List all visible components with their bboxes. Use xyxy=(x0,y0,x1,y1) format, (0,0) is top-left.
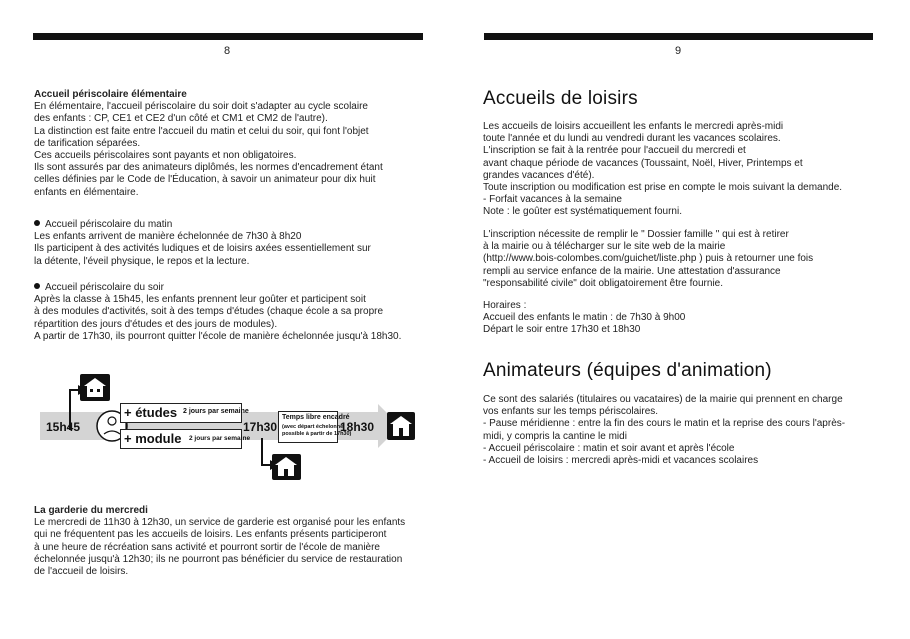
section-title: La garderie du mercredi xyxy=(34,505,148,516)
text-line: L'inscription se fait à la rentrée pour l'accueil du mercredi et xyxy=(483,145,746,157)
time-1730: 17h30 xyxy=(243,420,278,434)
text-line: Ces accueils périscolaires sont payants et non obligatoires. xyxy=(34,150,297,162)
header-bar xyxy=(33,33,423,40)
bullet-matin xyxy=(34,219,434,268)
text-line: répartition des jours d'études et des jours de modules). xyxy=(34,318,278,330)
section-garderie xyxy=(34,505,434,578)
free-time-box xyxy=(278,411,352,443)
animateurs-paragraph xyxy=(483,394,888,467)
text-line: Ils sont assurés par des animateurs diplômés, les normes d'encadrement étant xyxy=(34,162,383,174)
etudes-box xyxy=(120,403,249,423)
text-line: la détente, l'éveil physique, le repos et la lecture. xyxy=(34,255,250,267)
text-line: Les enfants arrivent de manière échelonnée de 7h30 à 8h20 xyxy=(34,231,302,243)
text-line: "responsabilité civile" doit obligatoirement être fournie. xyxy=(483,277,724,289)
right-page xyxy=(455,0,910,639)
etudes-sub: 2 jours par semaine xyxy=(183,408,249,415)
bullet-soir xyxy=(34,282,434,343)
text-line: - Accueil de loisirs : mercredi après-midi et vacances scolaires xyxy=(483,455,759,467)
text-line: - Accueil périscolaire : matin et soir avant et après l'école xyxy=(483,442,735,454)
text-line: qui ne fréquentent pas les accueils de loisirs. Les enfants présents participeront xyxy=(34,529,387,541)
text-line: (http://www.bois-colombes.com/guichet/liste.php ) puis à retourner une fois xyxy=(483,253,814,265)
free-sub-2: possible à partir de 17h30) xyxy=(282,431,352,437)
heading-animateurs: Animateurs (équipes d'animation) xyxy=(483,360,772,381)
loisirs-paragraph-1 xyxy=(483,121,888,219)
horaires-paragraph xyxy=(483,300,888,337)
free-sub-1: (avec départ échelonné xyxy=(282,424,344,430)
paragraph xyxy=(34,101,434,199)
free-title: Temps libre encadré xyxy=(282,414,350,421)
text-line: Note : le goûter est systématiquement fourni. xyxy=(483,206,682,218)
page-number: 9 xyxy=(675,45,682,57)
text-line: grandes vacances d'été). xyxy=(483,169,595,181)
text-line: toute l'année et du lundi au vendredi durant les vacances scolaires. xyxy=(483,133,781,145)
etudes-label: + études xyxy=(124,405,178,420)
heading-accueils-loisirs: Accueils de loisirs xyxy=(483,88,638,109)
text-line: celles définies par le Code de l'Éducation, à savoir un animateur pour dix huit xyxy=(34,174,376,186)
module-sub: 2 jours par semaine xyxy=(189,435,251,442)
paragraph xyxy=(34,517,434,578)
text-line: enfants en élémentaire. xyxy=(34,186,139,198)
section-title: Accueil périscolaire élémentaire xyxy=(34,89,187,100)
text-line: à des modules d'activités, soit à des temps d'études (chaque école a sa propre xyxy=(34,306,384,318)
text-line: Ce sont des salariés (titulaires ou vacataires) de la mairie qui prennent en charge xyxy=(483,394,843,405)
text-line: de l'accueil de loisirs. xyxy=(34,566,129,578)
text-line: Les accueils de loisirs accueillent les enfants le mercredi après-midi xyxy=(483,121,784,132)
text-line: rempli au service enfance de la mairie. Une attestation d'assurance xyxy=(483,265,781,277)
text-line: Le mercredi de 11h30 à 12h30, un service de garderie est organisé pour les enfants xyxy=(34,517,406,529)
text-line: L'inscription nécessite de remplir le " Dossier famille " qui est à retirer xyxy=(483,229,789,240)
paragraph xyxy=(34,294,434,343)
text-line: Accueil des enfants le matin : de 7h30 à 9h00 xyxy=(483,312,686,324)
text-line: Ils participent à des activités ludiques et de loisirs axées essentiellement sur xyxy=(34,243,371,255)
text-line: midi, y compris la cantine le midi xyxy=(483,430,627,442)
text-line: avant chaque période de vacances (Toussaint, Noël, Hiver, Printemps et xyxy=(483,157,803,169)
paragraph xyxy=(34,231,434,268)
text-line: A partir de 17h30, ils pourront quitter l'école de manière échelonnée jusqu'à 18h30. xyxy=(34,330,402,342)
bullet-title: Accueil périscolaire du soir xyxy=(34,282,434,294)
text-line: Après la classe à 15h45, les enfants prennent leur goûter et participent soit xyxy=(34,294,366,306)
section-periscolaire xyxy=(34,89,434,199)
text-line: Horaires : xyxy=(483,300,527,311)
text-line: - Pause méridienne : entre la fin des cours le matin et la reprise des cours l'après- xyxy=(483,418,846,430)
time-1545: 15h45 xyxy=(46,420,81,434)
text-line: à une heure de récréation sans activité et pourront sortir de l'école de manière xyxy=(34,541,380,553)
text-line: à la mairie ou à télécharger sur le site web de la mairie xyxy=(483,241,726,253)
header-bar xyxy=(484,33,873,40)
timeline-diagram xyxy=(40,370,430,495)
text-line: de tarification séparées. xyxy=(34,137,141,149)
text-line: - Forfait vacances à la semaine xyxy=(483,194,622,206)
text-line: Toute inscription ou modification est prise en compte le mois suivant la demande. xyxy=(483,182,843,194)
module-box xyxy=(120,429,251,449)
bullet-title: Accueil périscolaire du matin xyxy=(34,219,434,231)
time-1830: 18h30 xyxy=(340,420,375,434)
text-line: vos enfants sur les temps périscolaires. xyxy=(483,406,659,418)
loisirs-paragraph-2 xyxy=(483,229,888,290)
text-line: En élémentaire, l'accueil périscolaire du soir doit s'adapter au cycle scolaire xyxy=(34,101,368,113)
text-line: échelonnée jusqu'à 12h30; ils ne pourront pas bénéficier du service de restauration xyxy=(34,553,403,565)
text-line: des enfants : CP, CE1 et CE2 d'un côté et CM1 et CM2 de l'autre). xyxy=(34,113,328,125)
module-label: + module xyxy=(124,431,182,446)
text-line: Départ le soir entre 17h30 et 18h30 xyxy=(483,324,641,336)
page-number: 8 xyxy=(224,45,231,57)
text-line: La distinction est faite entre l'accueil du matin et celui du soir, qui font l'objet xyxy=(34,125,369,137)
